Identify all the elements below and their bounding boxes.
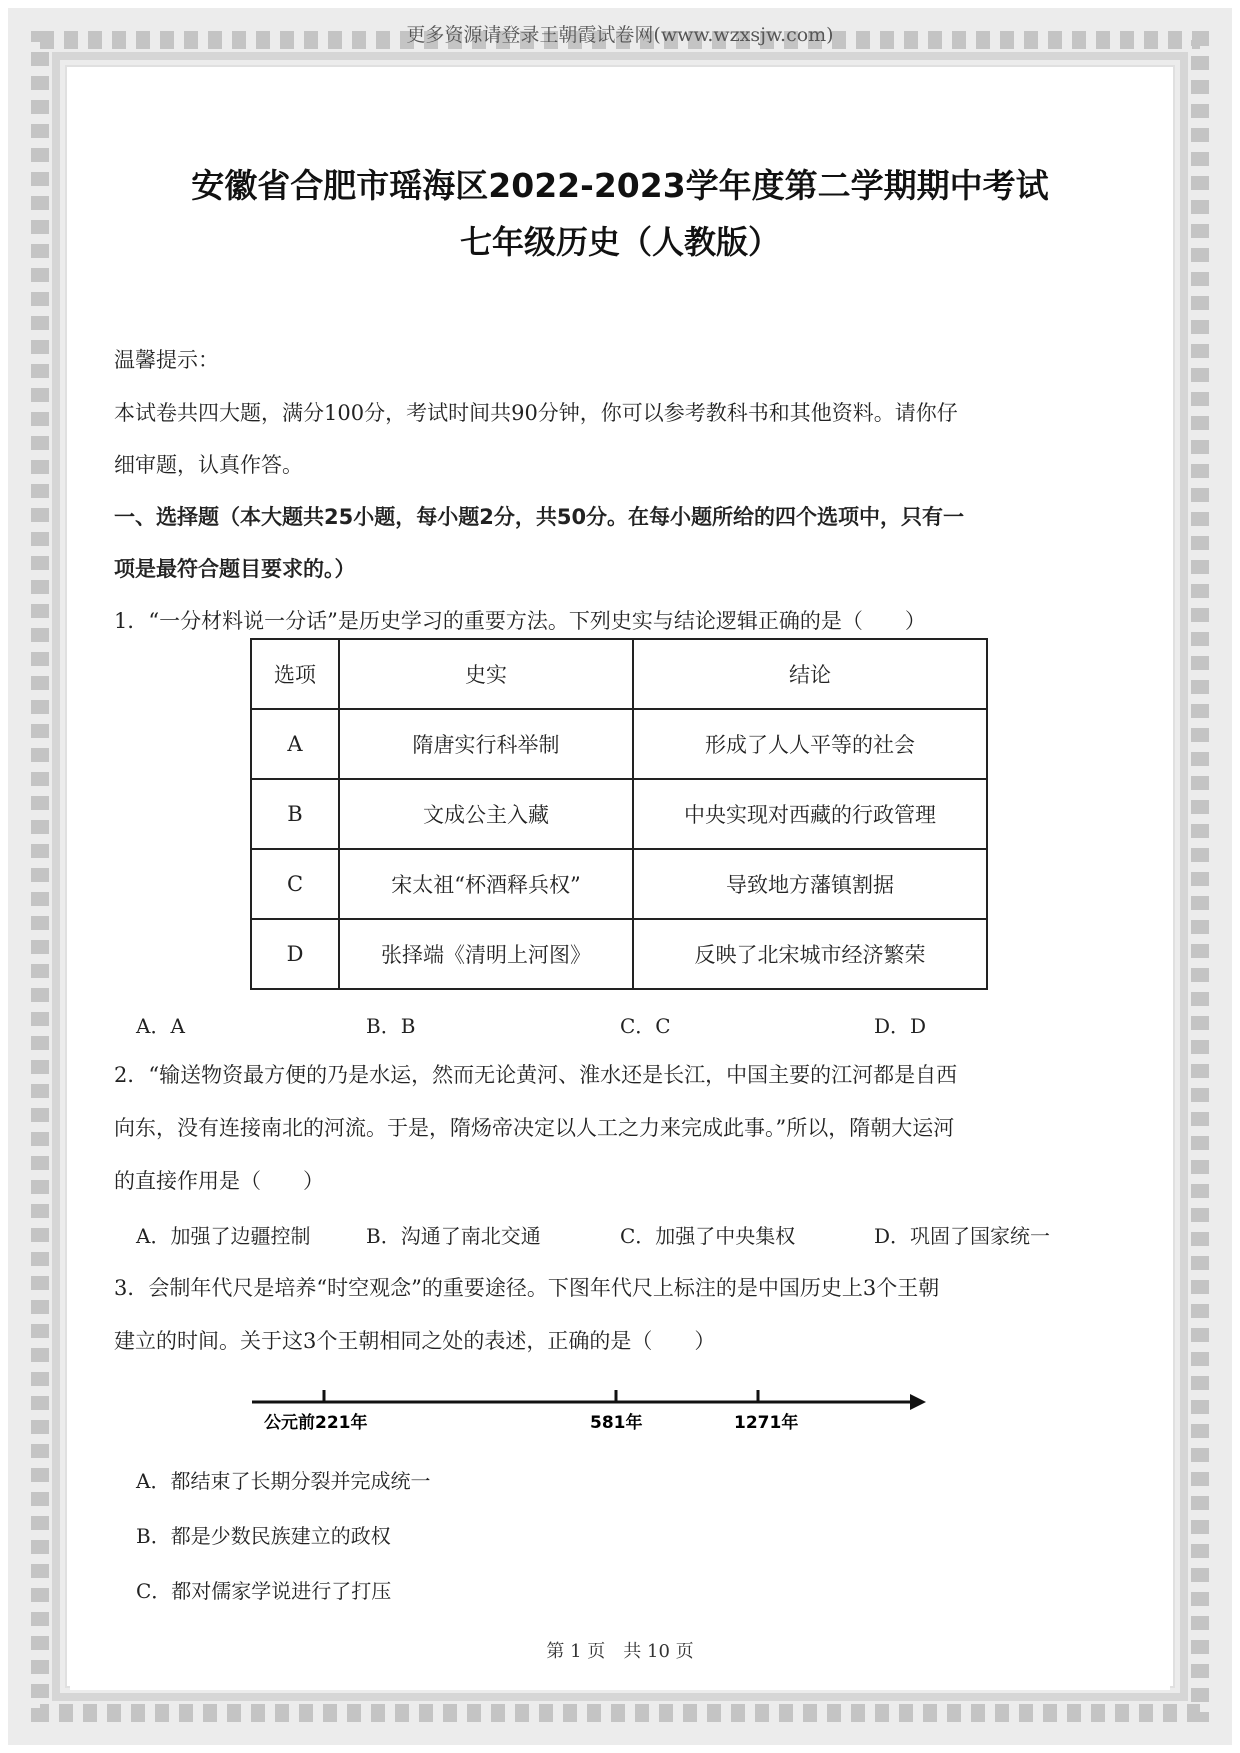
table-row bbox=[251, 709, 987, 779]
table-cell: 张择端《清明上河图》 bbox=[339, 919, 633, 989]
q1-option-b: B．B bbox=[366, 1014, 416, 1038]
table-cell: 隋唐实行科举制 bbox=[339, 709, 633, 779]
timeline-arrowhead bbox=[910, 1394, 926, 1410]
tips-heading: 温馨提示： bbox=[114, 348, 219, 372]
page-number: 第 1 页 共 10 页 bbox=[546, 1641, 694, 1662]
table-row bbox=[251, 919, 987, 989]
table-header-cell: 结论 bbox=[633, 639, 987, 709]
q1-option-d: D．D bbox=[874, 1014, 927, 1038]
source-note: 更多资源请登录王朝霞试卷网(www.wzxsjw.com) bbox=[406, 24, 834, 46]
table-cell: 宋太祖“杯酒释兵权” bbox=[339, 849, 633, 919]
q3-stem-2: 建立的时间。关于这3个王朝相同之处的表述，正确的是（ ） bbox=[114, 1329, 716, 1353]
q2-option-d: D．巩固了国家统一 bbox=[874, 1224, 1051, 1248]
q2-option-b: B．沟通了南北交通 bbox=[366, 1224, 541, 1248]
section1-heading-2: 项是最符合题目要求的。） bbox=[114, 557, 356, 581]
q2-option-a: A．加强了边疆控制 bbox=[136, 1224, 311, 1248]
table-header-cell: 选项 bbox=[251, 639, 339, 709]
q2-stem-1: 2．“输送物资最方便的乃是水运，然而无论黄河、淮水还是长江，中国主要的江河都是自西 bbox=[114, 1063, 958, 1087]
section1-heading-1: 一、选择题（本大题共25小题，每小题2分，共50分。在每小题所给的四个选项中，只有一 bbox=[114, 505, 965, 529]
timeline-ruler bbox=[250, 1380, 930, 1450]
q2-stem-3: 的直接作用是（ ） bbox=[114, 1169, 324, 1193]
q2-option-c: C．加强了中央集权 bbox=[620, 1224, 796, 1248]
q3-option-c: C．都对儒家学说进行了打压 bbox=[136, 1579, 392, 1603]
timeline-label: 公元前221年 bbox=[264, 1413, 368, 1433]
table-cell: 中央实现对西藏的行政管理 bbox=[633, 779, 987, 849]
table-cell: 反映了北宋城市经济繁荣 bbox=[633, 919, 987, 989]
exam-page bbox=[70, 70, 1170, 1690]
q1-option-c: C．C bbox=[620, 1014, 671, 1038]
table-cell: B bbox=[251, 779, 339, 849]
exam-title: 安徽省合肥市瑶海区2022-2023学年度第二学期期中考试 bbox=[191, 166, 1049, 205]
tips-line-2: 细审题，认真作答。 bbox=[114, 453, 303, 477]
q3-stem-1: 3．会制年代尺是培养“时空观念”的重要途径。下图年代尺上标注的是中国历史上3个王朝 bbox=[114, 1276, 940, 1300]
table-cell: C bbox=[251, 849, 339, 919]
table-cell: A bbox=[251, 709, 339, 779]
table-cell: 形成了人人平等的社会 bbox=[633, 709, 987, 779]
exam-subtitle: 七年级历史（人教版） bbox=[459, 223, 780, 261]
table-cell: 导致地方藩镇割据 bbox=[633, 849, 987, 919]
table-row bbox=[251, 779, 987, 849]
q1-stem: 1．“一分材料说一分话”是历史学习的重要方法。下列史实与结论逻辑正确的是（ ） bbox=[114, 609, 926, 633]
tips-line-1: 本试卷共四大题，满分100分，考试时间共90分钟，你可以参考教科书和其他资料。请你仔 bbox=[114, 401, 958, 425]
table-cell: D bbox=[251, 919, 339, 989]
table-header-row bbox=[251, 639, 987, 709]
timeline-label: 1271年 bbox=[734, 1413, 799, 1433]
q1-option-a: A．A bbox=[136, 1014, 185, 1038]
table-header-cell: 史实 bbox=[339, 639, 633, 709]
q3-option-a: A．都结束了长期分裂并完成统一 bbox=[136, 1469, 431, 1493]
table-cell: 文成公主入藏 bbox=[339, 779, 633, 849]
q3-option-b: B．都是少数民族建立的政权 bbox=[136, 1524, 391, 1548]
table-row bbox=[251, 849, 987, 919]
timeline-label: 581年 bbox=[590, 1413, 643, 1433]
q2-stem-2: 向东，没有连接南北的河流。于是，隋炀帝决定以人工之力来完成此事。”所以，隋朝大运河 bbox=[114, 1116, 955, 1140]
q1-table bbox=[250, 638, 988, 990]
